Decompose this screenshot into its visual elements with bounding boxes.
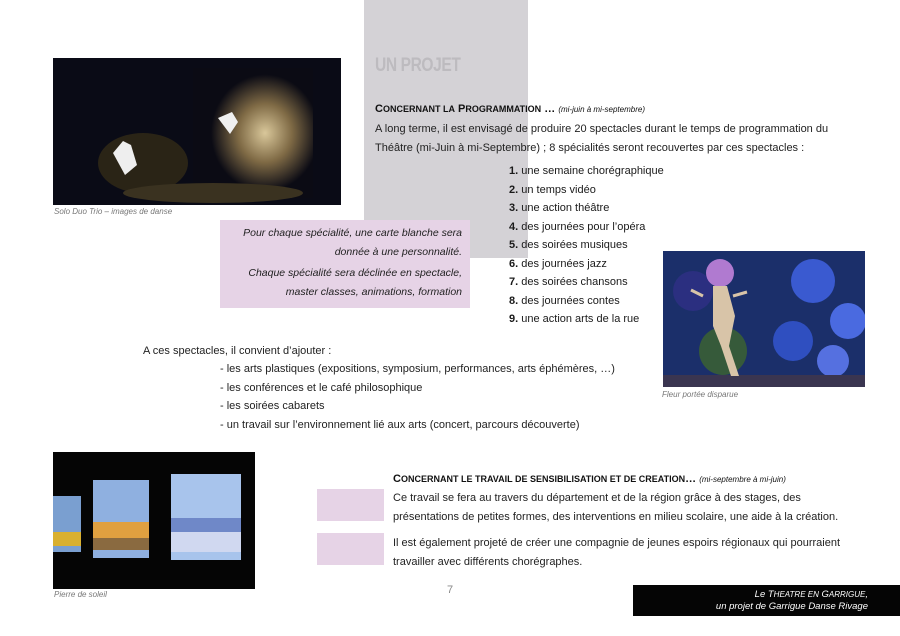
programmation-heading: [375, 103, 645, 115]
list-item: 8. des journées contes: [509, 294, 620, 307]
heading-letter: P: [454, 103, 466, 115]
callout-paragraph: Pour chaque spécialité, une carte blanche sera donnée à une personnalité.: [243, 227, 462, 258]
paragraph-line: Il est également projeté de créer une compagnie de jeunes espoirs régionaux qui pourraient: [393, 537, 841, 549]
list-item: 5. des soirées musiques: [509, 239, 628, 251]
list-item: 6. des journées jazz: [509, 257, 607, 270]
heading-ellipsis: …: [541, 103, 559, 115]
list-item: 4. des journées pour l’opéra: [509, 220, 646, 233]
caption-photo-dance: Solo Duo Trio – images de danse: [54, 207, 173, 216]
heading-smallcaps: ONCERNANT LA: [382, 104, 455, 114]
sensibilisation-heading: [393, 473, 786, 485]
specialties-list: [509, 162, 664, 329]
heading-period-note: (mi-juin à mi-septembre): [558, 105, 645, 114]
heading-smallcaps: ROGRAMMATION: [465, 104, 542, 114]
list-item: - un travail sur l’environnement lié aux arts (concert, parcours découverte): [220, 418, 580, 431]
photo-pierre: [53, 452, 255, 589]
footer-line-projet: un projet de Garrigue Danse Rivage: [715, 601, 868, 612]
page-number: 7: [447, 584, 454, 596]
heading-letter: C: [375, 103, 383, 115]
programmation-paragraph: [375, 120, 828, 157]
list-item: - les conférences et le café philosophique: [220, 381, 423, 394]
list-item: - les arts plastiques (expositions, symposium, performances, arts éphémères, …): [220, 363, 615, 375]
photo-fleur: [663, 251, 865, 387]
list-item: 9. une action arts de la rue: [509, 313, 640, 325]
footer-banner: [633, 585, 900, 616]
photo-dance: [53, 58, 341, 205]
caption-photo-fleur: Fleur portée disparue: [662, 390, 739, 399]
heading-letter: C: [393, 473, 401, 485]
section-title: UN PROJET: [375, 55, 461, 76]
list-item: 2. un temps vidéo: [509, 183, 596, 196]
paragraph-line: travailler avec différents chorégraphes.: [393, 555, 583, 568]
ajouter-list: [220, 360, 615, 434]
list-item: 3. une action théâtre: [509, 202, 610, 214]
list-item: 7. des soirées chansons: [509, 276, 628, 288]
list-item: 1. une semaine chorégraphique: [509, 165, 664, 177]
heading-period-note: (mi-septembre à mi-juin): [699, 475, 786, 484]
pink-marker: [317, 533, 384, 565]
ajouter-intro: A ces spectacles, il convient d’ajouter :: [143, 345, 332, 357]
footer-line-theatre: Le THEATRE EN GARRIGUE,: [754, 589, 868, 600]
heading-smallcaps: ONCERNANT LE TRAVAIL DE SENSIBILISATION ET DE CREATION: [400, 474, 686, 484]
callout-paragraph: Chaque spécialité sera déclinée en spectacle, master classes, animations, formation: [248, 267, 462, 298]
pink-marker: [317, 489, 384, 521]
sensibilisation-paragraph: [393, 489, 838, 526]
compagnie-paragraph: [393, 534, 840, 571]
heading-ellipsis: …: [685, 473, 700, 485]
carte-blanche-callout: [220, 220, 470, 308]
paragraph-line: présentations de petites formes, des interventions en milieu scolaire, une aide à la création.: [393, 510, 839, 523]
caption-photo-pierre: Pierre de soleil: [54, 590, 107, 599]
list-item: - les soirées cabarets: [220, 400, 325, 412]
paragraph-line: Ce travail se fera au travers du département et de la région grâce à des stages, des: [393, 492, 801, 504]
paragraph-line: Théâtre (mi-Juin à mi-Septembre) ; 8 spécialités seront recouvertes par ces spectacles :: [375, 141, 805, 154]
paragraph-line: A long terme, il est envisagé de produire 20 spectacles durant le temps de programmation du: [375, 123, 829, 135]
